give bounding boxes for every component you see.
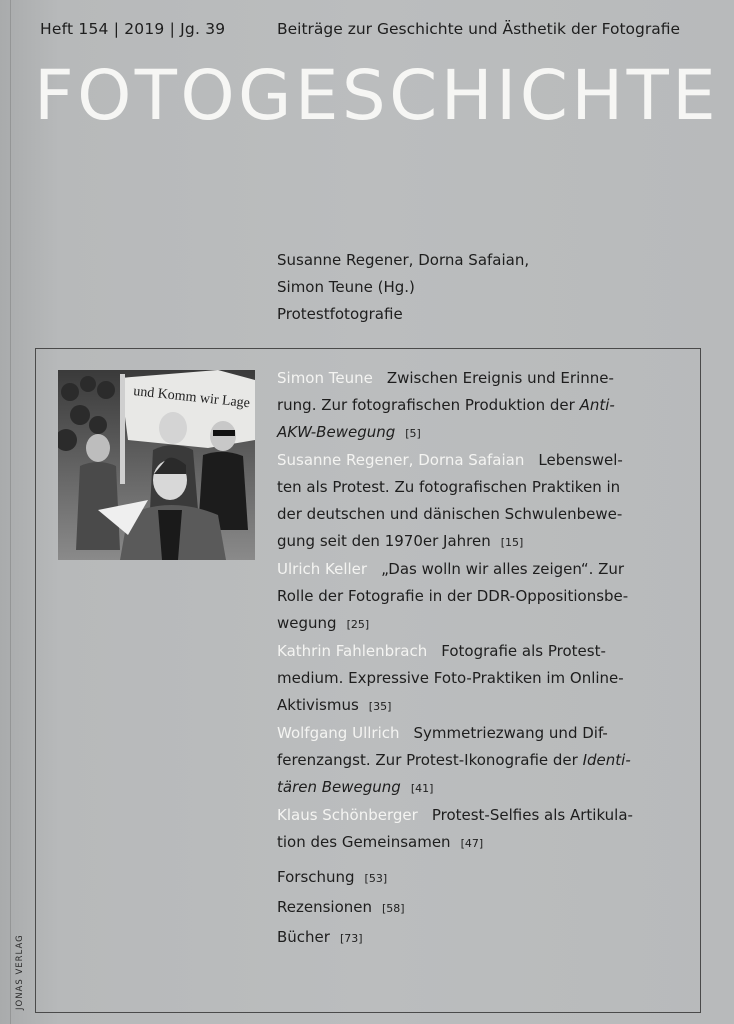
section-forschung [277, 863, 687, 893]
magazine-subtitle: Beiträge zur Geschichte und Ästhetik der Fotografie [277, 20, 681, 38]
toc-title-italic: AKW-Bewegung [277, 423, 396, 441]
section-buecher [277, 923, 687, 953]
masthead-title: FOTOGESCHICHTE [34, 56, 720, 136]
toc-page: [15] [500, 536, 524, 549]
toc-title-italic: Identi- [582, 751, 631, 769]
editors-block [277, 247, 529, 328]
toc-entry [277, 365, 687, 447]
toc-title-italic: tären Bewegung [277, 778, 401, 796]
toc-entry [277, 802, 687, 857]
toc-title: medium. Expressive Foto-Praktiken im Online- [277, 669, 624, 687]
issue-theme: Protestfotografie [277, 305, 403, 323]
toc-title: Aktivismus [277, 696, 359, 714]
protest-photo-graphic [58, 370, 255, 560]
section-page: [73] [339, 932, 363, 945]
editors-line-1: Susanne Regener, Dorna Safaian, [277, 251, 530, 269]
section-label: Bücher [277, 928, 330, 946]
section-page: [53] [364, 872, 388, 885]
toc-title-italic: Anti- [579, 396, 615, 414]
toc-author: Wolfgang Ullrich [277, 724, 400, 742]
toc-author: Kathrin Fahlenbrach [277, 642, 428, 660]
section-label: Forschung [277, 868, 355, 886]
toc-title: Lebenswel- [538, 451, 623, 469]
toc-sections [277, 863, 687, 953]
toc-title: ten als Protest. Zu fotografischen Praktiken in [277, 478, 621, 496]
toc-page: [25] [346, 618, 370, 631]
toc-title: ferenzangst. Zur Protest-Ikonografie der [277, 751, 583, 769]
toc-page: [47] [460, 837, 484, 850]
toc-author: Klaus Schönberger [277, 806, 418, 824]
section-rezensionen [277, 893, 687, 923]
protest-photo [58, 370, 255, 560]
toc-author: Ulrich Keller [277, 560, 368, 578]
toc-title: rung. Zur fotografischen Produktion der [277, 396, 580, 414]
toc-entry [277, 556, 687, 638]
toc-title: Fotografie als Protest- [441, 642, 606, 660]
editors-line-2: Simon Teune (Hg.) [277, 278, 415, 296]
spine-edge [10, 0, 11, 1024]
toc-title: der deutschen und dänischen Schwulenbewe- [277, 505, 623, 523]
toc-title: gung seit den 1970er Jahren [277, 532, 491, 550]
toc-title: wegung [277, 614, 337, 632]
toc-entry [277, 720, 687, 802]
toc-title: Symmetriezwang und Dif- [413, 724, 608, 742]
publisher-imprint: JONAS VERLAG [15, 934, 25, 1010]
toc-title: Protest-Selfies als Artikula- [431, 806, 633, 824]
toc-author: Simon Teune [277, 369, 373, 387]
toc-author: Susanne Regener, Dorna Safaian [277, 451, 525, 469]
toc-page: [35] [368, 700, 392, 713]
toc-title: Zwischen Ereignis und Erinne- [386, 369, 614, 387]
toc-title: tion des Gemeinsamen [277, 833, 451, 851]
toc-page: [5] [405, 427, 421, 440]
toc-title: „Das wolln wir alles zeigen“. Zur [381, 560, 625, 578]
table-of-contents [277, 365, 687, 953]
issue-info: Heft 154 | 2019 | Jg. 39 [40, 20, 226, 38]
section-page: [58] [382, 902, 405, 915]
toc-entry [277, 638, 687, 720]
banner-text: und Komm wir Lage [132, 384, 251, 412]
section-label: Rezensionen [277, 898, 372, 916]
toc-page: [41] [410, 782, 434, 795]
toc-entry [277, 447, 687, 556]
toc-title: Rolle der Fotografie in der DDR-Oppositionsbe- [277, 587, 629, 605]
